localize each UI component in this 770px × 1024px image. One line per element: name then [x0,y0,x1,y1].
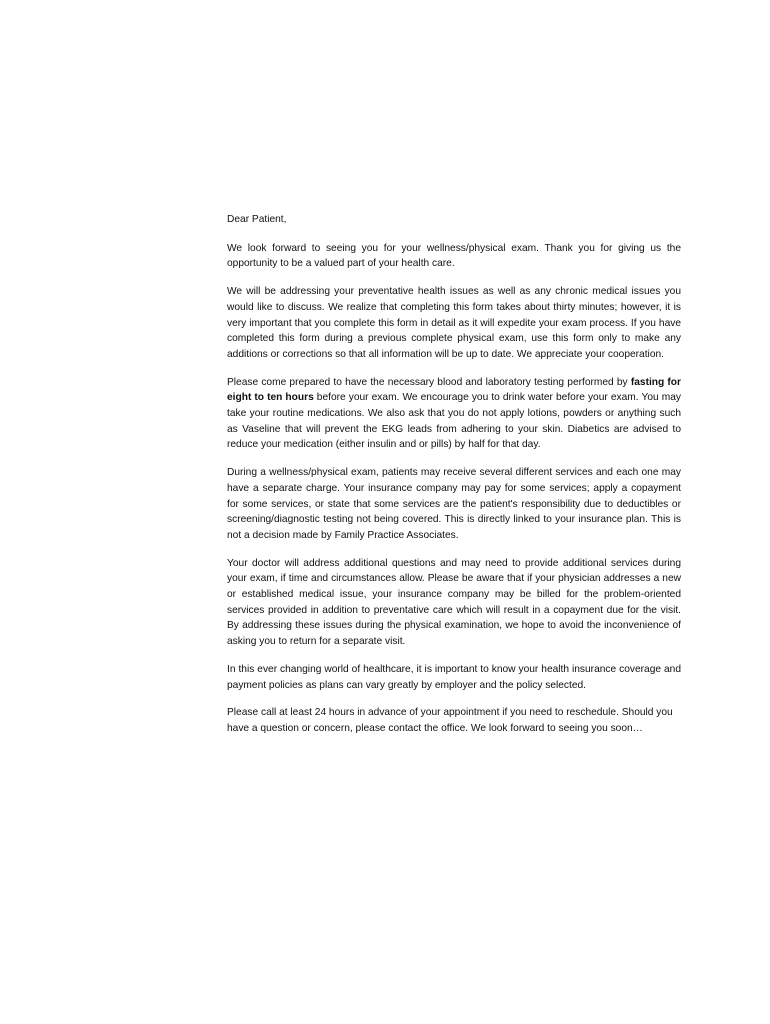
paragraph-reschedule-contact: Please call at least 24 hours in advance of your appointment if you need to reschedule. Should you have a question or concern, please contact the office. We look forward to seeing you soon… [227,707,673,734]
paragraph-additional-questions: Your doctor will address additional questions and may need to provide additional services during your exam, if time and circumstances allow. Please be aware that if your physician addresses a new or established medical issue, your insurance company may be billed for the problem-oriented services provided in addition to preventative care which will result in a copayment due for the visit. By addressing these issues during the physical examination, we hope to avoid the inconvenience of asking you to return for a separate visit. [227,557,681,648]
paragraph-billing-services: During a wellness/physical exam, patients may receive several different services and each one may have a separate charge. Your insurance company may pay for some services; apply a copayment for some services, or state that some services are the patient's responsibility due to deductibles or screening/diagnostic testing not being covered. This is directly linked to your insurance plan. This is not a decision made by Family Practice Associates. [227,467,681,541]
fasting-text-before: Please come prepared to have the necessary blood and laboratory testing performed by [227,376,631,388]
paragraph-welcome: We look forward to seeing you for your wellness/physical exam. Thank you for giving us the opportunity to be a valued part of your health care. [227,242,681,270]
paragraph-preventative-health: We will be addressing your preventative health issues as well as any chronic medical issues you would like to discuss. We realize that completing this form takes about thirty minutes; however, it is very important that you complete this form in detail as it will expedite your exam process. If you have completed this form during a previous complete physical exam, use this form only to make any additions or corrections so that all information will be up to date. We appreciate your cooperation. [227,286,681,360]
salutation: Dear Patient, [227,214,287,225]
paragraph-insurance-coverage: In this ever changing world of healthcare, it is important to know your health insurance coverage and payment policies as plans can vary greatly by employer and the policy selected. [227,663,681,691]
letter-body [227,212,681,749]
fasting-text-after: before your exam. We encourage you to drink water before your exam. You may take your routine medications. We also ask that you do not apply lotions, powders or anything such as Vaseline that will prevent the EKG leads from adhering to your skin. Diabetics are advised to reduce your medication (either insulin and or pills) by half for that day. [227,392,681,451]
paragraph-fasting-instructions [227,375,681,454]
fasting-duration-emphasis: fasting for eight to ten hours [227,376,681,404]
